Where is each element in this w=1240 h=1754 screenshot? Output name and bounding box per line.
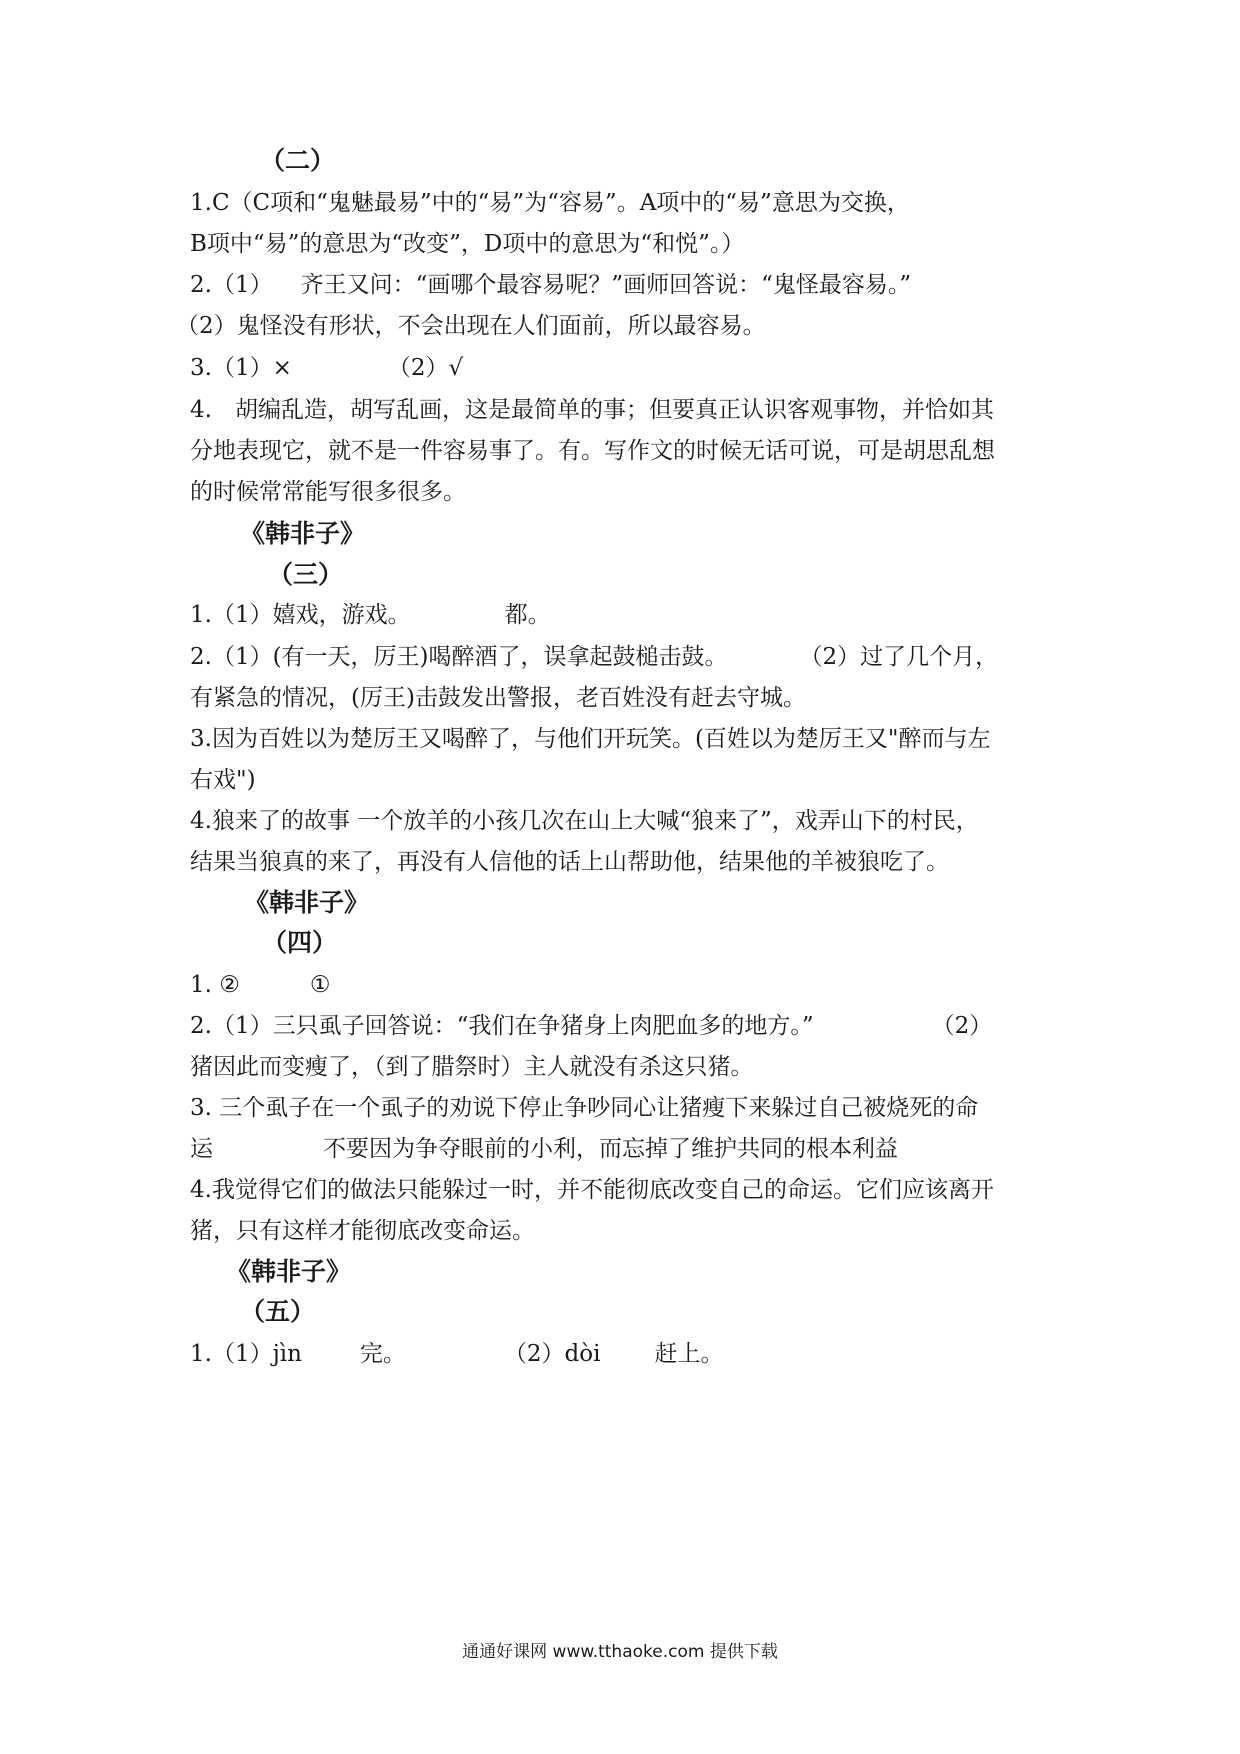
s5-q1-part2: 完。 bbox=[359, 1341, 406, 1367]
s5-q1-part3: （2）dòi bbox=[503, 1341, 601, 1367]
s2-q2-label: 2.（1） bbox=[190, 272, 273, 298]
page-footer: 通通好课网 www.tthaoke.com 提供下载 bbox=[462, 1642, 778, 1662]
s3-q1-line bbox=[190, 601, 1070, 629]
s4-q3-part2: 不要因为争夺眼前的小利，而忘掉了维护共同的根本利益 bbox=[323, 1136, 898, 1162]
source-title-5: 《韩非子》 bbox=[226, 1257, 352, 1286]
section-heading-3: （三） bbox=[268, 560, 344, 589]
s4-q2-part2: （2） bbox=[931, 1013, 993, 1039]
s2-q2-line2: （2）鬼怪没有形状，不会出现在人们面前，所以最容易。 bbox=[176, 313, 766, 339]
s2-q2-line1 bbox=[190, 271, 1070, 299]
s3-q1-part1: 1.（1）嬉戏，游戏。 bbox=[190, 602, 411, 628]
s3-q2-part1: 2.（1）(有一天，厉王)喝醉酒了，误拿起鼓槌击鼓。 bbox=[190, 644, 728, 670]
s4-q4-line1: 4.我觉得它们的做法只能躲过一时，并不能彻底改变自己的命运。它们应该离开 bbox=[190, 1177, 994, 1203]
s4-q4-line2: 猪，只有这样才能彻底改变命运。 bbox=[190, 1218, 535, 1244]
section-heading-2: （二） bbox=[260, 146, 336, 175]
s3-q3-line1: 3.因为百姓以为楚厉王又喝醉了，与他们开玩笑。(百姓以为楚厉王又"醉而与左 bbox=[190, 726, 991, 752]
s3-q3-line2: 右戏") bbox=[190, 767, 256, 793]
s4-q2-line1 bbox=[190, 1012, 1070, 1040]
s4-q1-part1: 1. ② bbox=[190, 972, 240, 998]
s4-q3-line1: 3. 三个虱子在一个虱子的劝说下停止争吵同心让猪瘦下来躲过自己被烧死的命 bbox=[190, 1095, 979, 1121]
s3-q4-line1: 4.狼来了的故事 一个放羊的小孩几次在山上大喊“狼来了”，戏弄山下的村民， bbox=[190, 808, 979, 834]
s3-q2-line2: 有紧急的情况，(厉王)击鼓发出警报，老百姓没有赶去守城。 bbox=[190, 685, 806, 711]
s5-q1-line bbox=[190, 1340, 1070, 1368]
s2-q4-line1: 4. 胡编乱造，胡写乱画，这是最简单的事；但要真正认识客观事物，并恰如其 bbox=[190, 397, 994, 423]
s2-q3-part1: 3.（1）× bbox=[190, 355, 292, 381]
s3-q4-line2: 结果当狼真的来了，再没有人信他的话上山帮助他，结果他的羊被狼吃了。 bbox=[190, 849, 949, 875]
s5-q1-part4: 赶上。 bbox=[654, 1341, 724, 1367]
s4-q2-line2: 猪因此而变瘦了，（到了腊祭时）主人就没有杀这只猪。 bbox=[190, 1054, 754, 1080]
s5-q1-part1: 1.（1）jìn bbox=[190, 1341, 302, 1367]
s2-q3-part2: （2）√ bbox=[387, 355, 464, 381]
s4-q2-part1: 2.（1）三只虱子回答说：“我们在争猪身上肉肥血多的地方。” bbox=[190, 1013, 814, 1039]
s2-q2-text: 齐王又问：“画哪个最容易呢？”画师回答说：“鬼怪最容易。” bbox=[300, 272, 912, 298]
s3-q2-part2: （2）过了几个月， bbox=[799, 644, 999, 670]
s4-q3-line2 bbox=[190, 1135, 1070, 1163]
section-heading-4: （四） bbox=[262, 928, 338, 957]
s2-q4-line2: 分地表现它，就不是一件容易事了。有。写作文的时候无话可说，可是胡思乱想 bbox=[190, 438, 995, 464]
s3-q1-part2: 都。 bbox=[504, 602, 551, 628]
source-title-4: 《韩非子》 bbox=[244, 888, 370, 917]
s2-q4-line3: 的时候常常能写很多很多。 bbox=[190, 479, 466, 505]
s4-q3-part1: 运 bbox=[190, 1136, 213, 1162]
s2-q1-line2: B项中“易”的意思为“改变”，D项中的意思为“和悦”。） bbox=[190, 231, 745, 257]
s4-q1-line bbox=[190, 971, 1070, 999]
s2-q3-line bbox=[190, 354, 1070, 382]
s4-q1-part2: ① bbox=[309, 972, 331, 998]
s3-q2-line1 bbox=[190, 643, 1070, 671]
source-title-3: 《韩非子》 bbox=[240, 519, 366, 548]
section-heading-5: （五） bbox=[240, 1297, 316, 1326]
s2-q1-line1: 1.C（C项和“鬼魅最易”中的“易”为“容易”。A项中的“易”意思为交换， bbox=[190, 190, 910, 216]
